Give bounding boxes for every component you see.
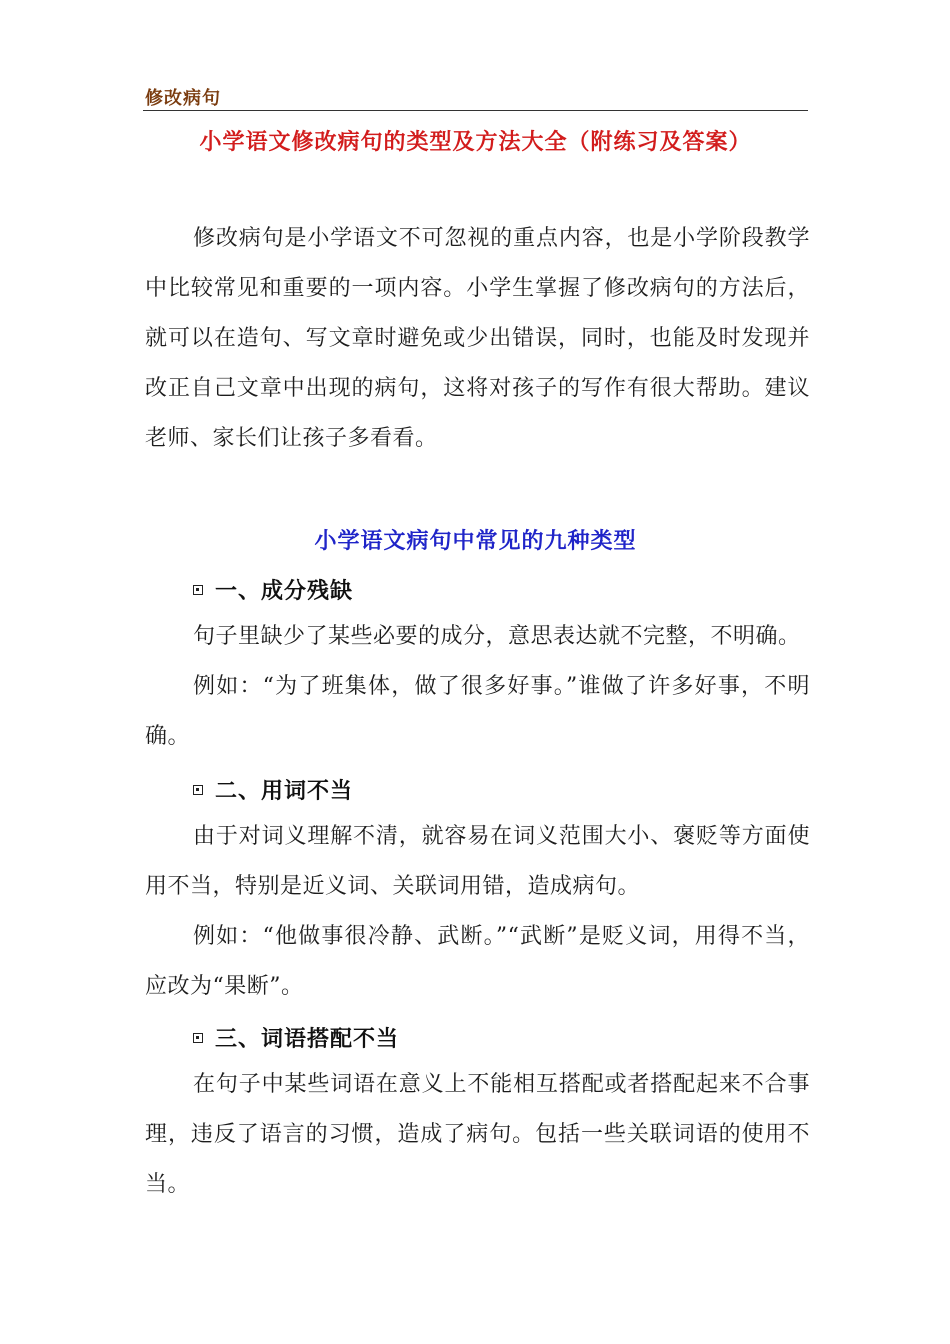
item-heading-3	[193, 1022, 399, 1053]
header-divider	[143, 110, 808, 111]
item-2-paragraph-1: 由于对词义理解不清，就容易在词义范围大小、褒贬等方面使用不当，特别是近义词、关联词用错，造成病句。	[145, 824, 810, 899]
section-title: 小学语文病句中常见的九种类型	[314, 528, 637, 554]
item-heading-text: 三、词语搭配不当	[215, 1026, 400, 1052]
bullet-icon	[193, 1033, 203, 1043]
intro-paragraph: 修改病句是小学语文不可忽视的重点内容，也是小学阶段教学中比较常见和重要的一项内容。小学生掌握了修改病句的方法后，就可以在造句、写文章时避免或少出错误，同时，也能及时发现并改正自己文章中出现的病句，这将对孩子的写作有很大帮助。建议老师、家长们让孩子多看看。	[145, 226, 810, 451]
bullet-icon	[193, 585, 203, 595]
item-3-paragraph-1: 在句子中某些词语在意义上不能相互搭配或者搭配起来不合事理，违反了语言的习惯，造成了病句。包括一些关联词语的使用不当。	[145, 1072, 810, 1197]
item-heading-1	[193, 574, 353, 605]
running-header: 修改病句	[145, 88, 221, 109]
item-1-paragraph-2: 例如：“为了班集体，做了很多好事。”谁做了许多好事，不明确。	[145, 674, 810, 749]
document-title: 小学语文修改病句的类型及方法大全（附练习及答案）	[199, 129, 752, 155]
item-2-paragraph-2: 例如：“他做事很冷静、武断。”“武断”是贬义词，用得不当，应改为“果断”。	[145, 924, 810, 999]
item-1-paragraph-1: 句子里缺少了某些必要的成分，意思表达就不完整，不明确。	[193, 624, 801, 649]
item-heading-2	[193, 774, 353, 805]
bullet-icon	[193, 785, 203, 795]
item-heading-text: 二、用词不当	[215, 778, 354, 804]
item-heading-text: 一、成分残缺	[215, 578, 354, 604]
